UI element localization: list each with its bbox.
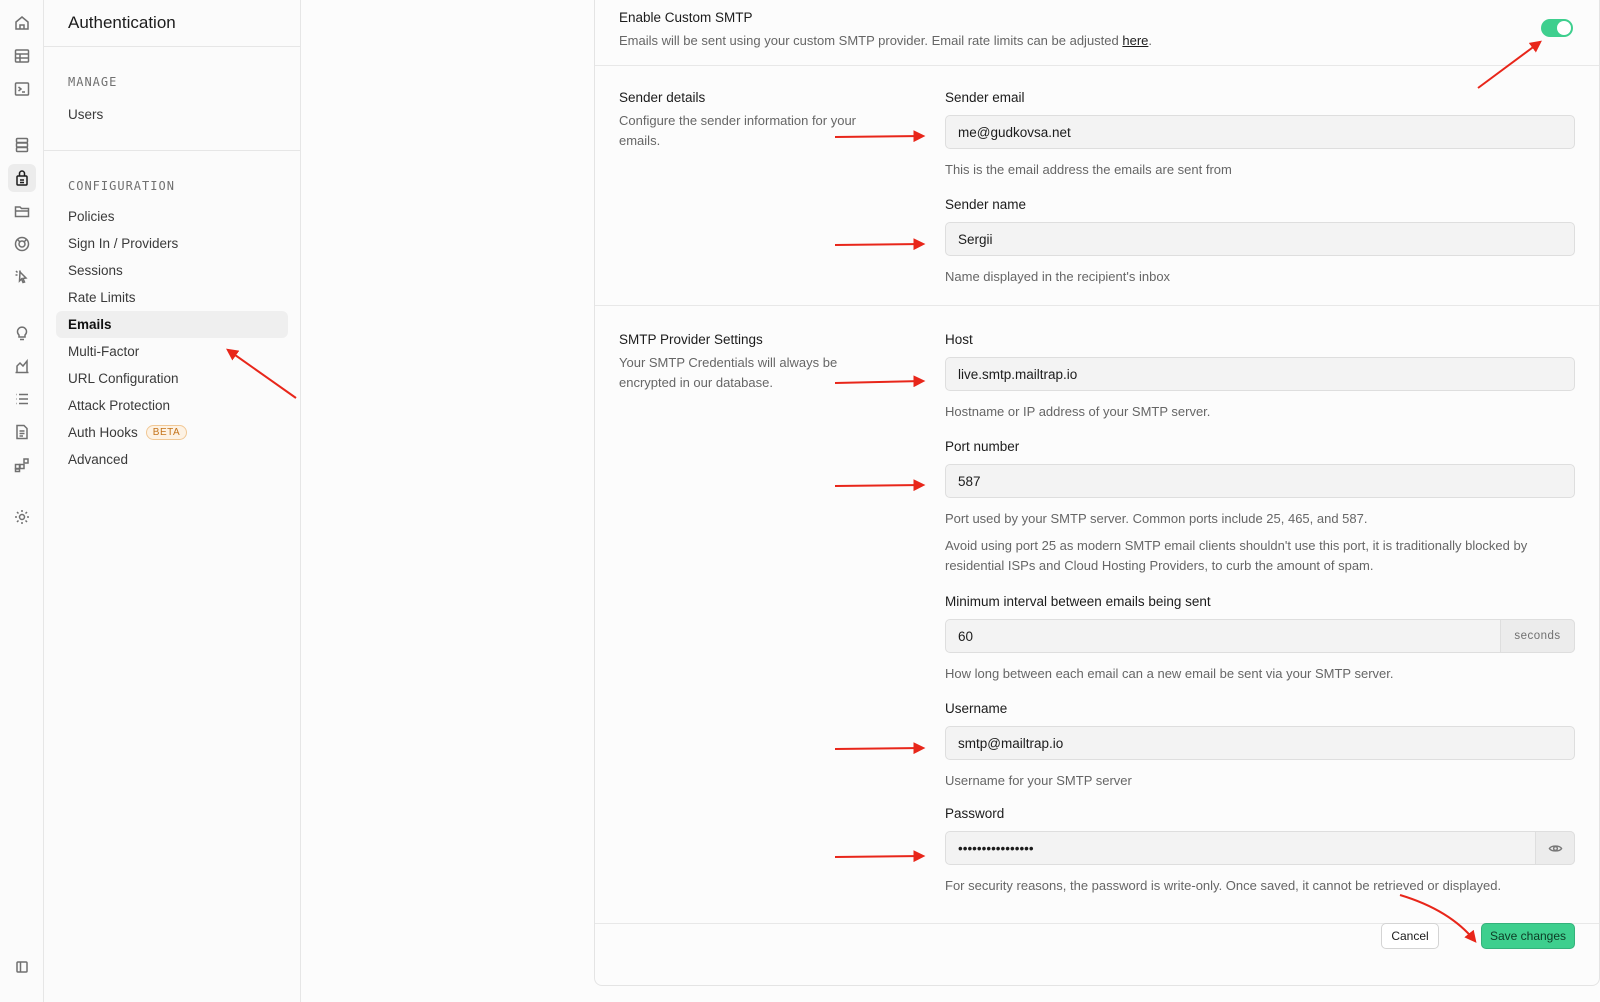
smtp-provider-section (595, 306, 1599, 924)
sender-email-help: This is the email address the emails are sent from (945, 162, 1232, 177)
menu-item-label: Policies (68, 209, 115, 224)
configuration-heading: CONFIGURATION (68, 179, 175, 193)
menu-item-multi-factor[interactable] (56, 338, 288, 365)
password-value: •••••••••••••••• (958, 841, 1034, 856)
beta-badge: BETA (146, 425, 187, 440)
save-changes-button[interactable]: Save changes (1481, 923, 1575, 949)
menu-item-url-configuration[interactable] (56, 365, 288, 392)
interval-field (945, 594, 1575, 684)
custom-smtp-header (595, 0, 1599, 66)
smtp-provider-description: Your SMTP Credentials will always be encrypted in our database. (619, 355, 838, 390)
password-input[interactable] (945, 831, 1575, 865)
menu-item-auth-hooks[interactable] (56, 419, 288, 446)
port-field (945, 439, 1575, 576)
menu-item-sessions[interactable] (56, 257, 288, 284)
host-label: Host (945, 332, 973, 347)
custom-smtp-title: Enable Custom SMTP (619, 10, 753, 25)
smtp-provider-intro (619, 332, 889, 393)
collapse-sidebar-icon[interactable] (8, 953, 36, 981)
menu-title: Authentication (44, 0, 300, 47)
menu-item-advanced[interactable] (56, 446, 288, 473)
custom-smtp-description-text: Emails will be sent using your custom SMTP provider. Email rate limits can be adjusted (619, 33, 1123, 48)
interval-help: How long between each email can a new email be sent via your SMTP server. (945, 666, 1394, 681)
sender-name-field (945, 197, 1575, 287)
menu-item-label: Sign In / Providers (68, 236, 179, 251)
menu-item-label: Advanced (68, 452, 129, 467)
realtime-icon[interactable] (8, 230, 36, 258)
sender-details-title: Sender details (619, 90, 706, 105)
password-help: For security reasons, the password is write-only. Once saved, it cannot be retrieved or displayed. (945, 878, 1502, 893)
custom-smtp-description-end: . (1148, 33, 1153, 48)
interval-suffix: seconds (1500, 619, 1575, 653)
sender-details-intro (619, 90, 889, 151)
enable-custom-smtp-toggle[interactable] (1541, 19, 1573, 37)
menu-item-policies[interactable] (56, 203, 288, 230)
port-help: Port used by your SMTP server. Common ports include 25, 465, and 587. (945, 511, 1368, 526)
host-help: Hostname or IP address of your SMTP server. (945, 404, 1211, 419)
sender-email-field (945, 90, 1575, 180)
interval-input[interactable] (945, 619, 1575, 653)
menu-item-label: Auth Hooks (68, 425, 138, 440)
sender-name-label: Sender name (945, 197, 1027, 212)
smtp-settings-panel (594, 0, 1600, 986)
table-editor-icon[interactable] (8, 42, 36, 70)
reports-icon[interactable] (8, 352, 36, 380)
password-field (945, 806, 1575, 896)
database-icon[interactable] (8, 131, 36, 159)
smtp-provider-title: SMTP Provider Settings (619, 332, 763, 347)
host-field (945, 332, 1575, 422)
menu-item-rate-limits[interactable] (56, 284, 288, 311)
icon-rail (0, 0, 44, 1002)
api-docs-icon[interactable] (8, 418, 36, 446)
settings-icon[interactable] (8, 503, 36, 531)
storage-icon[interactable] (8, 197, 36, 225)
panel-footer (595, 905, 1599, 985)
menu-item-emails[interactable] (56, 311, 288, 338)
menu-item-users[interactable] (56, 101, 288, 128)
menu-item-label: Attack Protection (68, 398, 171, 413)
menu-item-attack-protection[interactable] (56, 392, 288, 419)
configuration-section (44, 151, 300, 473)
port-label: Port number (945, 439, 1020, 454)
integrations-icon[interactable] (8, 451, 36, 479)
home-icon[interactable] (8, 9, 36, 37)
menu-item-label: Users (68, 107, 104, 122)
sender-name-input[interactable]: Sergii (945, 222, 1575, 256)
sql-editor-icon[interactable] (8, 75, 36, 103)
menu-item-label: URL Configuration (68, 371, 179, 386)
rate-limits-link[interactable]: here (1122, 33, 1149, 48)
sender-name-help: Name displayed in the recipient's inbox (945, 269, 1171, 284)
port-input[interactable]: 587 (945, 464, 1575, 498)
password-label: Password (945, 806, 1005, 821)
manage-section (44, 47, 300, 151)
port-warning: Avoid using port 25 as modern SMTP email clients shouldn't use this port, it is traditionally blocked by residential ISPs and Cloud Hosting Providers, to curb the amount of spam. (945, 538, 1528, 573)
menu-item-label: Sessions (68, 263, 123, 278)
cancel-button[interactable]: Cancel (1381, 923, 1439, 949)
logs-icon[interactable] (8, 385, 36, 413)
username-help: Username for your SMTP server (945, 773, 1132, 788)
interval-value: 60 (958, 629, 974, 644)
edge-functions-icon[interactable] (8, 263, 36, 291)
host-input[interactable]: live.smtp.mailtrap.io (945, 357, 1575, 391)
show-password-icon[interactable] (1535, 831, 1575, 865)
sender-email-label: Sender email (945, 90, 1025, 105)
toggle-knob (1557, 21, 1571, 35)
auth-menu (44, 0, 301, 1002)
sender-details-section (595, 66, 1599, 306)
manage-heading: MANAGE (68, 75, 118, 89)
menu-item-sign-in-providers[interactable] (56, 230, 288, 257)
auth-icon[interactable] (8, 164, 36, 192)
interval-label: Minimum interval between emails being sent (945, 594, 1211, 609)
menu-item-label: Rate Limits (68, 290, 136, 305)
sender-details-description: Configure the sender information for your emails. (619, 113, 857, 148)
menu-item-label: Multi-Factor (68, 344, 140, 359)
custom-smtp-description (619, 33, 1575, 48)
menu-item-label: Emails (68, 317, 112, 332)
username-label: Username (945, 701, 1008, 716)
sender-email-input[interactable]: me@gudkovsa.net (945, 115, 1575, 149)
advisors-icon[interactable] (8, 319, 36, 347)
username-field (945, 701, 1575, 791)
username-input[interactable]: smtp@mailtrap.io (945, 726, 1575, 760)
